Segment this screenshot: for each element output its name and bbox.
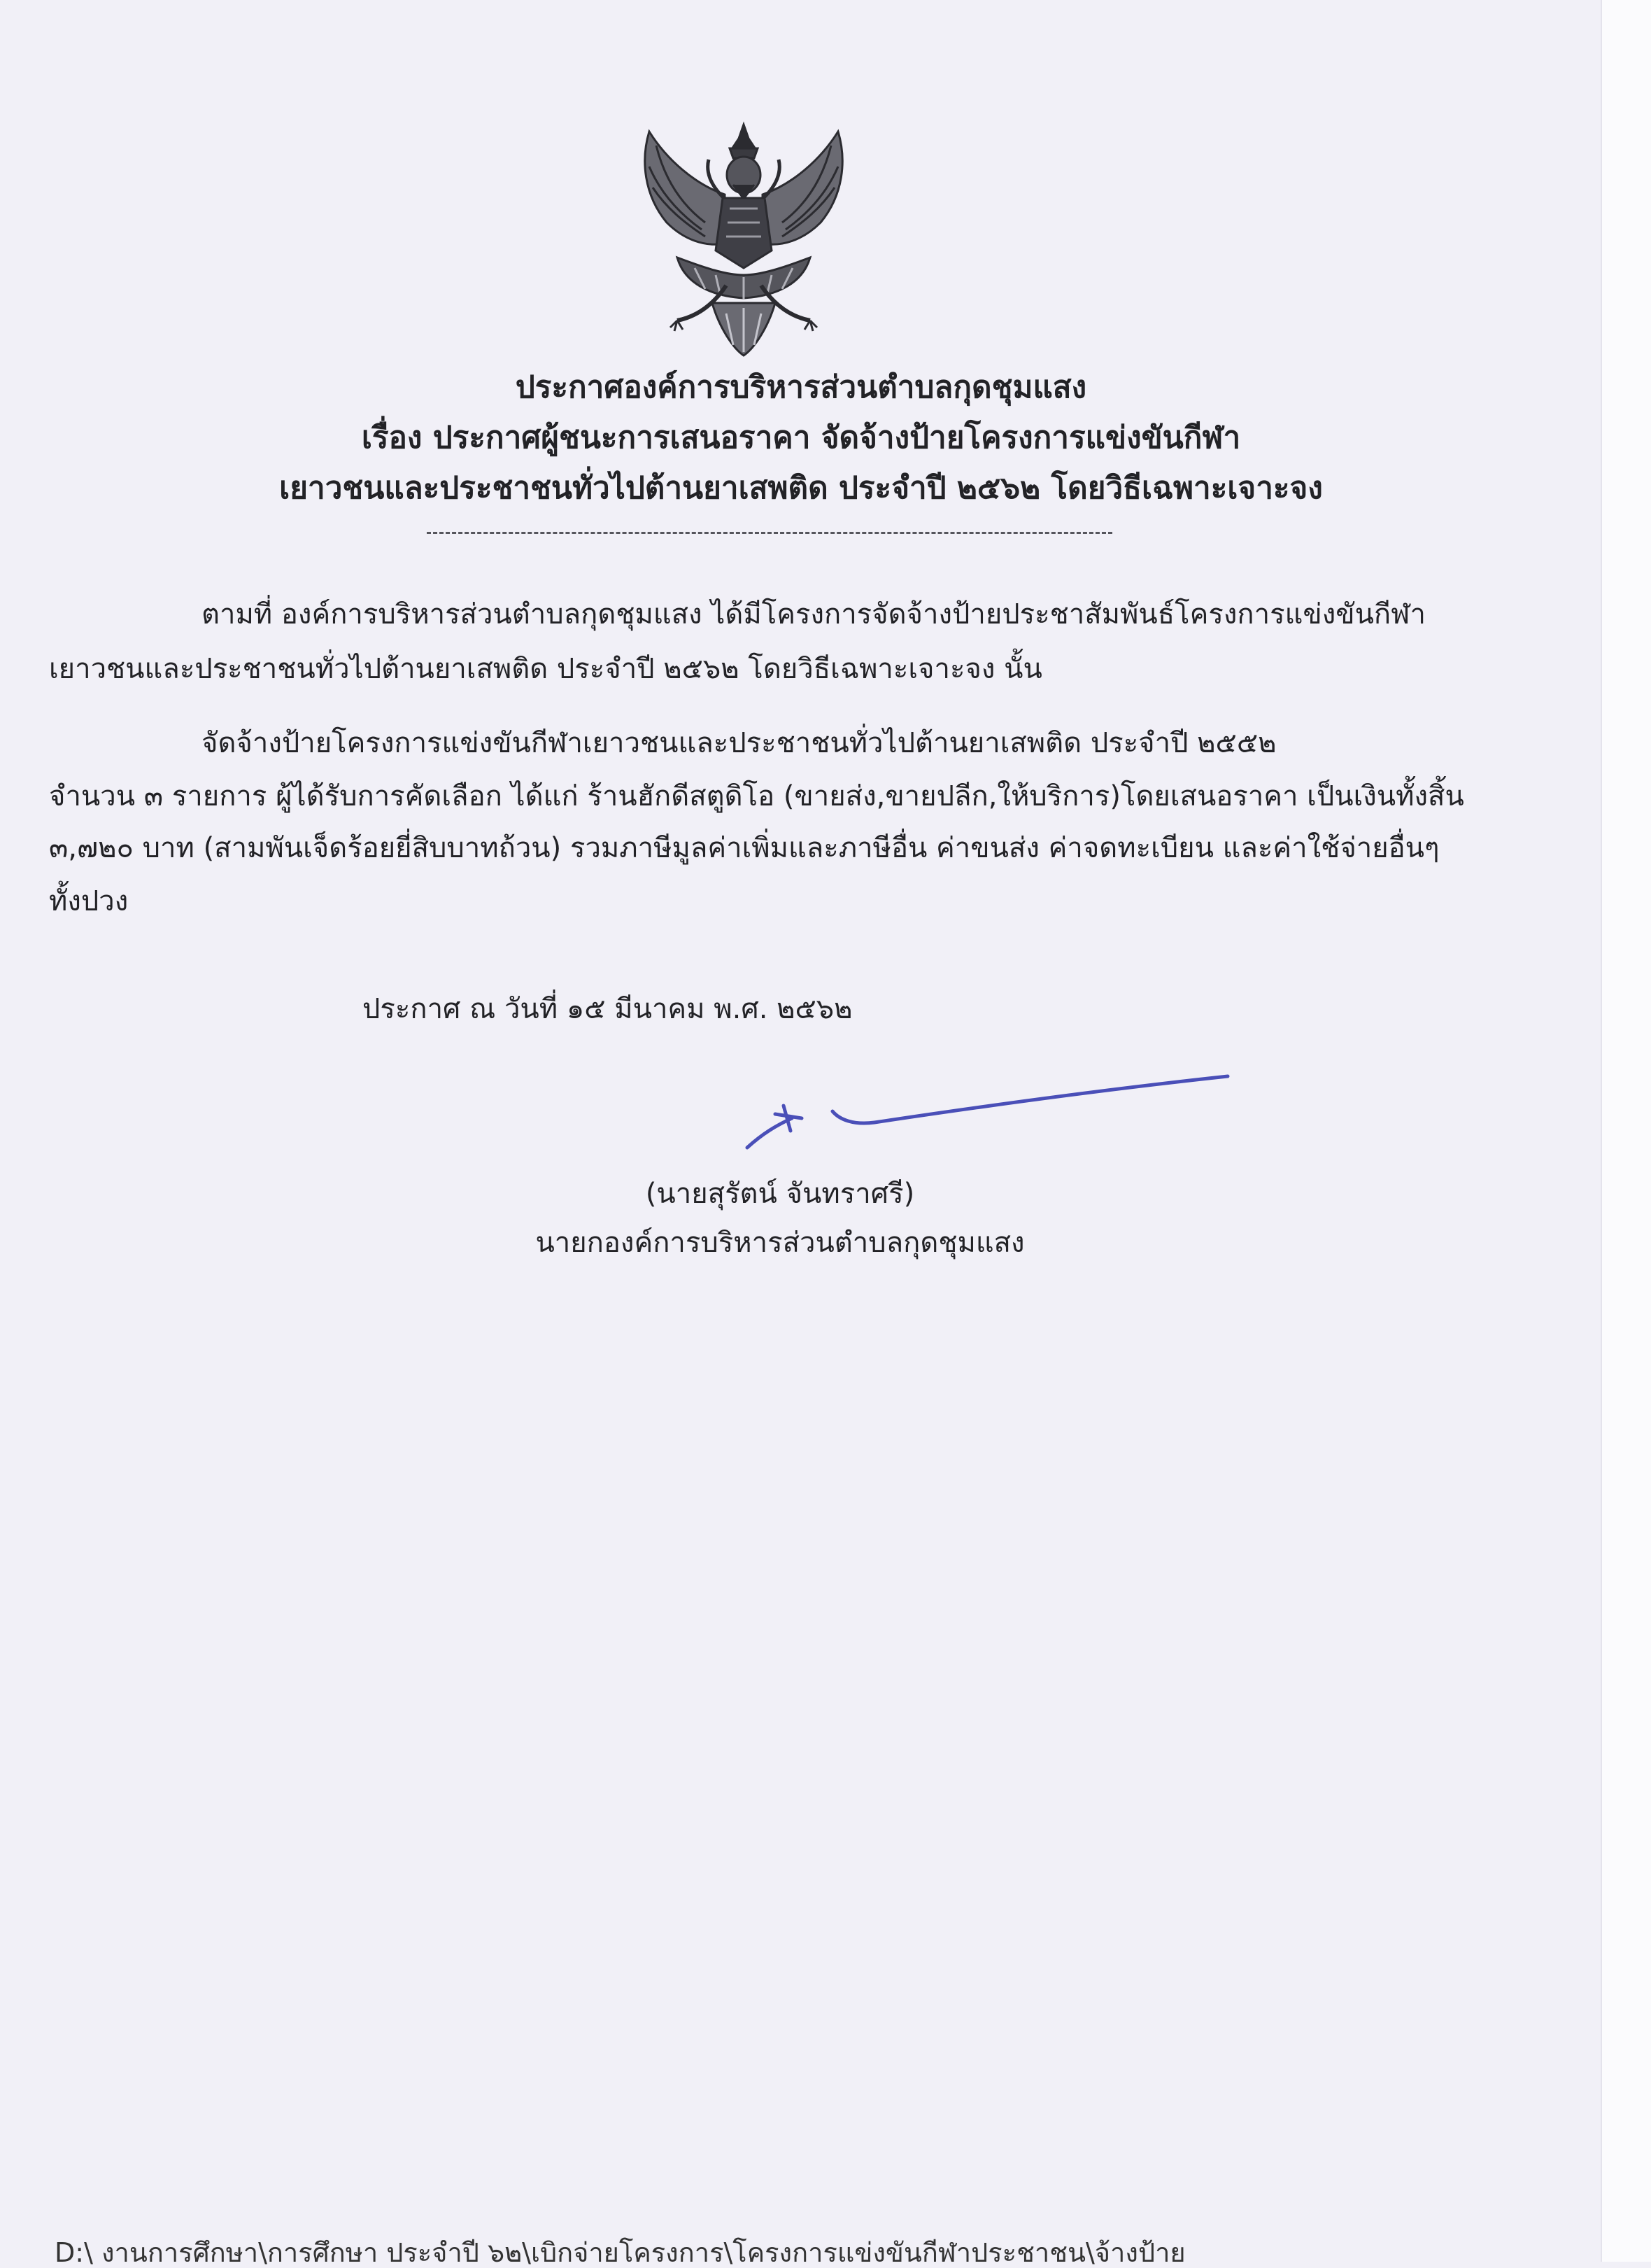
announcement-date: ประกาศ ณ วันที่ ๑๕ มีนาคม พ.ศ. ๒๕๖๒ <box>362 993 853 1025</box>
paragraph-2-line-3: ๓,๗๒๐ บาท (สามพันเจ็ดร้อยยี่สิบบาทถ้วน) รวมภาษีมูลค่าเพิ่มและภาษีอื่น ค่าขนส่ง ค่าจดทะเบียน และค่าใช้จ่ายอื่นๆ <box>49 832 1440 864</box>
file-path-footer: D:\ งานการศึกษา\การศึกษา ประจำปี ๖๒\เบิกจ่ายโครงการ\โครงการแข่งขันกีฬาประชาชน\จ้างป้าย <box>55 2237 1186 2268</box>
paragraph-2-line-1: จัดจ้างป้ายโครงการแข่งขันกีฬาเยาวชนและประชาชนทั่วไปต้านยาเสพติด ประจำปี ๒๕๕๒ <box>201 727 1277 759</box>
signatory-position: นายกองค์การบริหารส่วนตำบลกุดชุมแสง <box>535 1227 1025 1259</box>
announcement-subject-cont: เยาวชนและประชาชนทั่วไปต้านยาเสพติด ประจำปี ๒๕๖๒ โดยวิธีเฉพาะเจาะจง <box>279 470 1323 506</box>
paragraph-1-line-2: เยาวชนและประชาชนทั่วไปต้านยาเสพติด ประจำปี ๒๕๖๒ โดยวิธีเฉพาะเจาะจง นั้น <box>49 653 1042 685</box>
announcement-subject: เรื่อง ประกาศผู้ชนะการเสนอราคา จัดจ้างป้ายโครงการแข่งขันกีฬา <box>361 420 1241 456</box>
paragraph-2-line-4: ทั้งปวง <box>49 885 129 917</box>
garuda-emblem-icon <box>628 118 859 362</box>
announcement-title: ประกาศองค์การบริหารส่วนตำบลกุดชุมแสง <box>515 369 1087 405</box>
paragraph-2-line-2: จำนวน ๓ รายการ ผู้ได้รับการคัดเลือก ได้แก่ ร้านฮักดีสตูดิโอ (ขายส่ง,ขายปลีก,ให้บริการ)โดยเสนอราคา เป็นเงินทั้งสิ้น <box>49 780 1464 812</box>
handwritten-signature <box>735 1064 1238 1155</box>
page-edge <box>1601 0 1651 2262</box>
signatory-name: (นายสุรัตน์ จันทราศรี) <box>645 1178 915 1210</box>
title-divider <box>427 532 1112 534</box>
paragraph-1-line-1: ตามที่ องค์การบริหารส่วนตำบลกุดชุมแสง ได้มีโครงการจัดจ้างป้ายประชาสัมพันธ์โครงการแข่งขันกีฬา <box>201 598 1426 631</box>
